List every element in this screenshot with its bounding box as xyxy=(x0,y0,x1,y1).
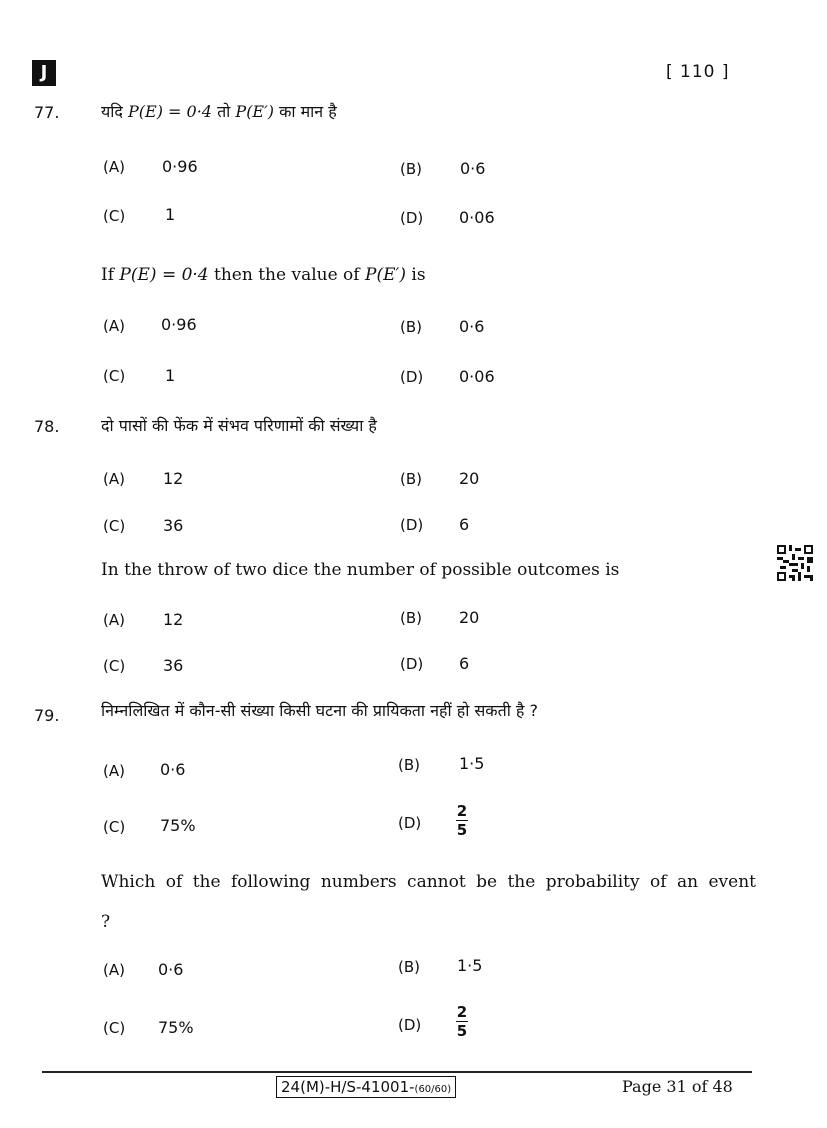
fraction-two-fifths xyxy=(456,803,468,838)
question-number-78: 78. xyxy=(34,417,60,436)
option-value: 1 xyxy=(165,205,176,224)
numerator: 2 xyxy=(456,802,468,820)
option-label: (B) xyxy=(398,756,420,774)
option-value: 1 xyxy=(165,366,176,385)
denominator: 5 xyxy=(456,1022,468,1040)
option-value: 0·06 xyxy=(459,367,495,386)
text: यदि xyxy=(101,102,123,121)
math-expression: P(E′) xyxy=(235,102,274,121)
fraction-two-fifths xyxy=(456,1004,468,1039)
paper-code-main: 24(M)-H/S-41001- xyxy=(281,1078,415,1096)
option-label: (A) xyxy=(103,470,125,488)
text: का मान है xyxy=(279,102,337,121)
option-label: (A) xyxy=(103,317,125,335)
math-expression: P(E′) xyxy=(365,265,406,285)
option-label: (D) xyxy=(400,516,424,534)
question-77-english xyxy=(101,265,426,285)
text: तो xyxy=(217,102,231,121)
paper-code-suffix: (60/60) xyxy=(414,1084,452,1095)
page-number: Page 31 of 48 xyxy=(622,1077,733,1096)
option-label: (B) xyxy=(400,470,422,488)
option-label: (A) xyxy=(103,158,125,176)
option-value: 1·5 xyxy=(457,956,483,975)
option-value: 0·96 xyxy=(161,315,197,334)
math-expression: P(E) = 0·4 xyxy=(128,102,212,121)
option-value: 0·96 xyxy=(162,157,198,176)
text: If xyxy=(101,265,115,285)
option-label: (D) xyxy=(400,655,424,673)
denominator: 5 xyxy=(456,821,468,839)
page-code: [ 110 ] xyxy=(666,62,730,82)
option-value: 12 xyxy=(163,469,184,488)
option-label: (D) xyxy=(400,368,424,386)
option-label: (A) xyxy=(103,961,125,979)
option-value: 0·06 xyxy=(459,208,495,227)
question-78-english: In the throw of two dice the number of possible outcomes is xyxy=(101,560,620,580)
paper-code xyxy=(276,1076,456,1098)
option-value: 1·5 xyxy=(459,754,485,773)
option-value: 75% xyxy=(158,1018,194,1037)
option-label: (C) xyxy=(103,818,126,836)
option-value: 0·6 xyxy=(158,960,184,979)
option-value: 20 xyxy=(459,608,480,627)
option-value: 6 xyxy=(459,654,470,673)
option-value: 6 xyxy=(459,515,470,534)
series-badge: J xyxy=(32,60,56,86)
question-79-english: Which of the following numbers cannot be the probability of an event ? xyxy=(101,872,756,932)
option-value: 36 xyxy=(163,516,184,535)
option-value: 0·6 xyxy=(459,317,485,336)
question-77-hindi xyxy=(101,100,337,122)
question-78-hindi: दो पासों की फेंक में संभव परिणामों की संख्या है xyxy=(101,416,377,435)
text: then the value of xyxy=(214,265,360,285)
question-number-79: 79. xyxy=(34,706,60,725)
option-value: 0·6 xyxy=(460,159,486,178)
math-expression: P(E) = 0·4 xyxy=(119,265,209,285)
option-label: (D) xyxy=(398,814,422,832)
option-label: (C) xyxy=(103,517,126,535)
text: is xyxy=(411,265,426,285)
option-label: (B) xyxy=(398,958,420,976)
option-value: 12 xyxy=(163,610,184,629)
option-value: 20 xyxy=(459,469,480,488)
option-label: (A) xyxy=(103,762,125,780)
footer-divider xyxy=(42,1071,752,1073)
option-label: (C) xyxy=(103,207,126,225)
numerator: 2 xyxy=(456,1003,468,1021)
question-number-77: 77. xyxy=(34,103,60,122)
option-label: (B) xyxy=(400,609,422,627)
option-label: (B) xyxy=(400,160,422,178)
option-value: 36 xyxy=(163,656,184,675)
qr-code xyxy=(777,545,813,581)
option-label: (D) xyxy=(400,209,424,227)
option-label: (C) xyxy=(103,367,126,385)
option-label: (C) xyxy=(103,1019,126,1037)
option-value: 75% xyxy=(160,816,196,835)
option-label: (C) xyxy=(103,657,126,675)
question-79-hindi: निम्नलिखित में कौन-सी संख्या किसी घटना की प्रायिकता नहीं हो सकती है ? xyxy=(101,701,538,720)
option-label: (B) xyxy=(400,318,422,336)
option-value: 0·6 xyxy=(160,760,186,779)
option-label: (A) xyxy=(103,611,125,629)
option-label: (D) xyxy=(398,1016,422,1034)
